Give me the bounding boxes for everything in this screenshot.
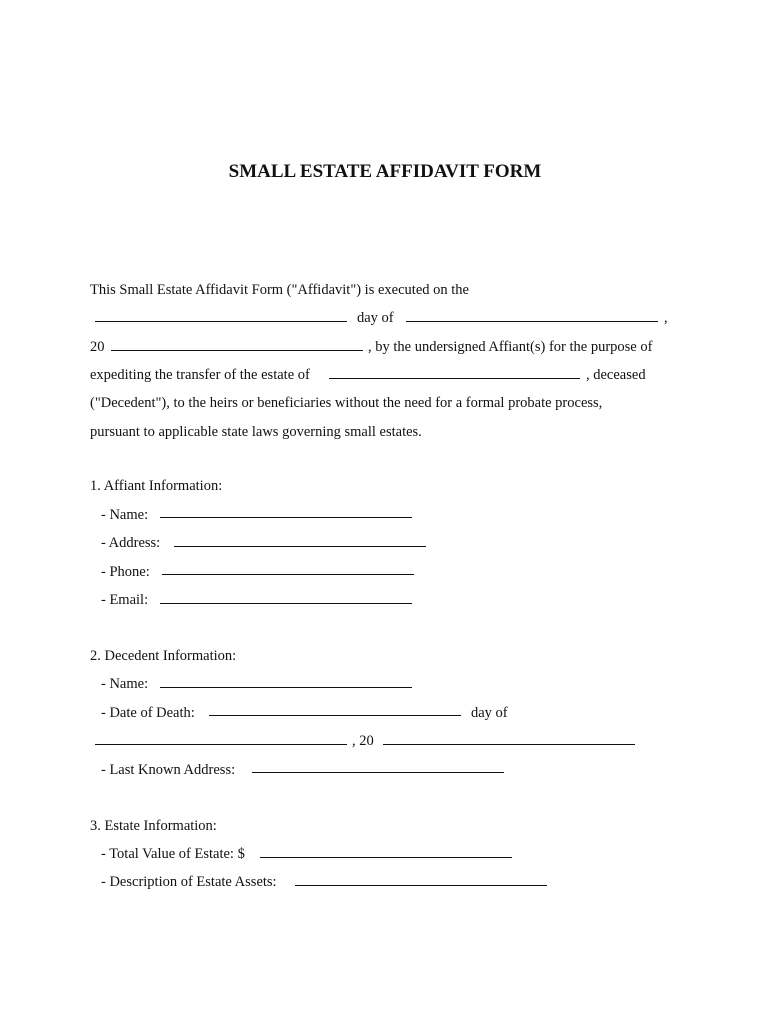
death-year-field[interactable] bbox=[383, 744, 635, 745]
document-title: SMALL ESTATE AFFIDAVIT FORM bbox=[228, 161, 542, 182]
asset-description-label: - Description of Estate Assets: bbox=[101, 874, 277, 890]
comma-text: , bbox=[664, 310, 668, 326]
decedent-name-field[interactable] bbox=[160, 687, 412, 688]
year-prefix-label: 20 bbox=[90, 339, 105, 355]
affiant-address-label: - Address: bbox=[101, 535, 161, 551]
affiant-phone-label: - Phone: bbox=[101, 564, 150, 580]
affiant-address-field[interactable] bbox=[174, 546, 426, 547]
date-of-death-label: - Date of Death: bbox=[101, 705, 195, 721]
affiant-phone-field[interactable] bbox=[162, 574, 414, 575]
last-address-label: - Last Known Address: bbox=[101, 762, 236, 778]
affiant-name-field[interactable] bbox=[160, 517, 412, 518]
decedent-section-heading: 2. Decedent Information: bbox=[90, 648, 237, 664]
day-of-label: day of bbox=[357, 310, 394, 326]
expediting-text: expediting the transfer of the estate of bbox=[90, 367, 310, 383]
death-day-field[interactable] bbox=[209, 715, 461, 716]
last-address-field[interactable] bbox=[252, 772, 504, 773]
decedent-name-label: - Name: bbox=[101, 676, 149, 692]
affiant-name-label: - Name: bbox=[101, 507, 149, 523]
affiant-section-heading: 1. Affiant Information: bbox=[90, 478, 223, 494]
death-day-of-label: day of bbox=[471, 705, 508, 721]
estate-section-heading: 3. Estate Information: bbox=[90, 818, 217, 834]
death-year-prefix: , 20 bbox=[352, 733, 374, 749]
execution-month-field[interactable] bbox=[406, 321, 658, 322]
estate-of-field[interactable] bbox=[329, 378, 580, 379]
pursuant-text: pursuant to applicable state laws governing small estates. bbox=[90, 424, 422, 440]
total-value-field[interactable] bbox=[260, 857, 512, 858]
death-month-field[interactable] bbox=[95, 744, 347, 745]
decedent-text: ("Decedent"), to the heirs or beneficiaries without the need for a formal probate process, bbox=[90, 395, 603, 411]
deceased-text: , deceased bbox=[586, 367, 646, 383]
execution-year-field[interactable] bbox=[111, 350, 363, 351]
asset-description-field[interactable] bbox=[295, 885, 547, 886]
affiant-email-field[interactable] bbox=[160, 603, 412, 604]
total-value-label: - Total Value of Estate: $ bbox=[101, 846, 245, 862]
intro-line-1: This Small Estate Affidavit Form ("Affidavit") is executed on the bbox=[90, 282, 469, 298]
affiant-email-label: - Email: bbox=[101, 592, 149, 608]
execution-day-field[interactable] bbox=[95, 321, 347, 322]
affiant-purpose-text: , by the undersigned Affiant(s) for the purpose of bbox=[368, 339, 653, 355]
